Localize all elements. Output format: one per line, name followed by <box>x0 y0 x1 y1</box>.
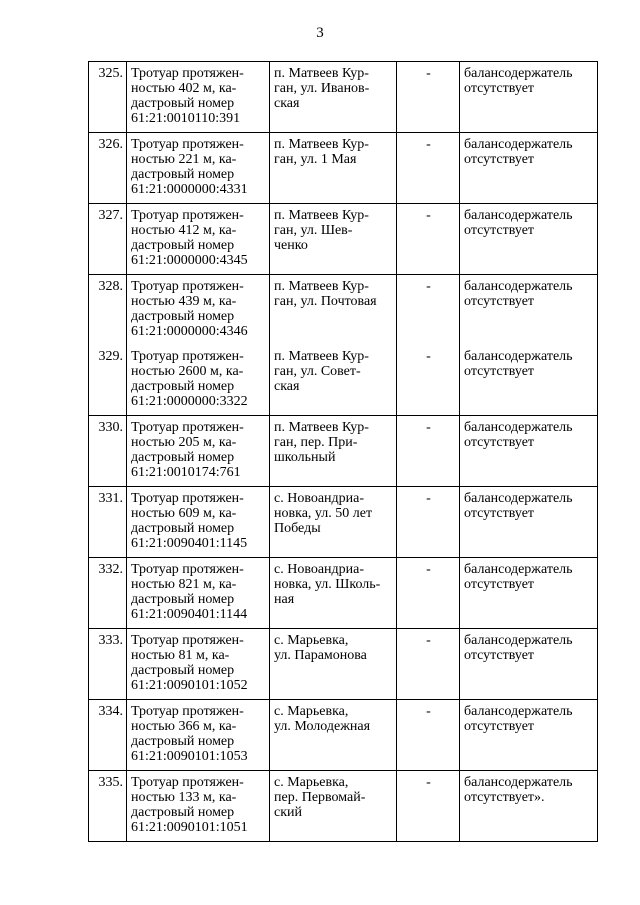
table-row <box>89 629 598 700</box>
table-row <box>89 345 598 416</box>
object-address: п. Матвеев Кур- ган, ул. Шев- ченко <box>270 204 397 275</box>
row-number: 329. <box>89 345 127 416</box>
balance-holder: балансодержатель отсутствует <box>460 629 598 700</box>
empty-value-dash: - <box>397 204 460 275</box>
row-number: 328. <box>89 275 127 346</box>
balance-holder: балансодержатель отсутствует». <box>460 771 598 842</box>
balance-holder: балансодержатель отсутствует <box>460 275 598 346</box>
row-number: 334. <box>89 700 127 771</box>
balance-holder: балансодержатель отсутствует <box>460 416 598 487</box>
property-registry-table <box>88 61 598 842</box>
table-row <box>89 700 598 771</box>
object-address: п. Матвеев Кур- ган, ул. Совет- ская <box>270 345 397 416</box>
row-number: 331. <box>89 487 127 558</box>
object-name: Тротуар протяжен- ностью 205 м, ка- дастровый номер 61:21:0010174:761 <box>127 416 270 487</box>
row-number: 333. <box>89 629 127 700</box>
table-row <box>89 133 598 204</box>
table-row <box>89 558 598 629</box>
empty-value-dash: - <box>397 133 460 204</box>
table-row <box>89 771 598 842</box>
object-name: Тротуар протяжен- ностью 2600 м, ка- дастровый номер 61:21:0000000:3322 <box>127 345 270 416</box>
row-number: 325. <box>89 62 127 133</box>
table-row <box>89 62 598 133</box>
empty-value-dash: - <box>397 275 460 346</box>
object-name: Тротуар протяжен- ностью 221 м, ка- дастровый номер 61:21:0000000:4331 <box>127 133 270 204</box>
object-name: Тротуар протяжен- ностью 133 м, ка- дастровый номер 61:21:0090101:1051 <box>127 771 270 842</box>
empty-value-dash: - <box>397 771 460 842</box>
balance-holder: балансодержатель отсутствует <box>460 700 598 771</box>
object-address: с. Марьевка, ул. Молодежная <box>270 700 397 771</box>
balance-holder: балансодержатель отсутствует <box>460 62 598 133</box>
object-address: с. Марьевка, ул. Парамонова <box>270 629 397 700</box>
object-name: Тротуар протяжен- ностью 821 м, ка- дастровый номер 61:21:0090401:1144 <box>127 558 270 629</box>
object-address: п. Матвеев Кур- ган, ул. Почтовая <box>270 275 397 346</box>
page-number: 3 <box>316 25 324 41</box>
empty-value-dash: - <box>397 345 460 416</box>
object-name: Тротуар протяжен- ностью 609 м, ка- дастровый номер 61:21:0090401:1145 <box>127 487 270 558</box>
object-name: Тротуар протяжен- ностью 81 м, ка- дастровый номер 61:21:0090101:1052 <box>127 629 270 700</box>
balance-holder: балансодержатель отсутствует <box>460 204 598 275</box>
balance-holder: балансодержатель отсутствует <box>460 487 598 558</box>
row-number: 327. <box>89 204 127 275</box>
table-row <box>89 204 598 275</box>
object-name: Тротуар протяжен- ностью 412 м, ка- дастровый номер 61:21:0000000:4345 <box>127 204 270 275</box>
empty-value-dash: - <box>397 558 460 629</box>
table-row <box>89 416 598 487</box>
table-row <box>89 487 598 558</box>
balance-holder: балансодержатель отсутствует <box>460 133 598 204</box>
object-address: с. Новоандриа- новка, ул. Школь- ная <box>270 558 397 629</box>
empty-value-dash: - <box>397 62 460 133</box>
table-row <box>89 275 598 346</box>
object-address: с. Новоандриа- новка, ул. 50 лет Победы <box>270 487 397 558</box>
balance-holder: балансодержатель отсутствует <box>460 345 598 416</box>
row-number: 335. <box>89 771 127 842</box>
balance-holder: балансодержатель отсутствует <box>460 558 598 629</box>
empty-value-dash: - <box>397 416 460 487</box>
row-number: 330. <box>89 416 127 487</box>
object-address: с. Марьевка, пер. Первомай- ский <box>270 771 397 842</box>
object-name: Тротуар протяжен- ностью 439 м, ка- дастровый номер 61:21:0000000:4346 <box>127 275 270 346</box>
object-address: п. Матвеев Кур- ган, пер. При- школьный <box>270 416 397 487</box>
empty-value-dash: - <box>397 700 460 771</box>
object-address: п. Матвеев Кур- ган, ул. 1 Мая <box>270 133 397 204</box>
row-number: 326. <box>89 133 127 204</box>
object-address: п. Матвеев Кур- ган, ул. Иванов- ская <box>270 62 397 133</box>
object-name: Тротуар протяжен- ностью 402 м, ка- дастровый номер 61:21:0010110:391 <box>127 62 270 133</box>
empty-value-dash: - <box>397 629 460 700</box>
row-number: 332. <box>89 558 127 629</box>
object-name: Тротуар протяжен- ностью 366 м, ка- дастровый номер 61:21:0090101:1053 <box>127 700 270 771</box>
empty-value-dash: - <box>397 487 460 558</box>
